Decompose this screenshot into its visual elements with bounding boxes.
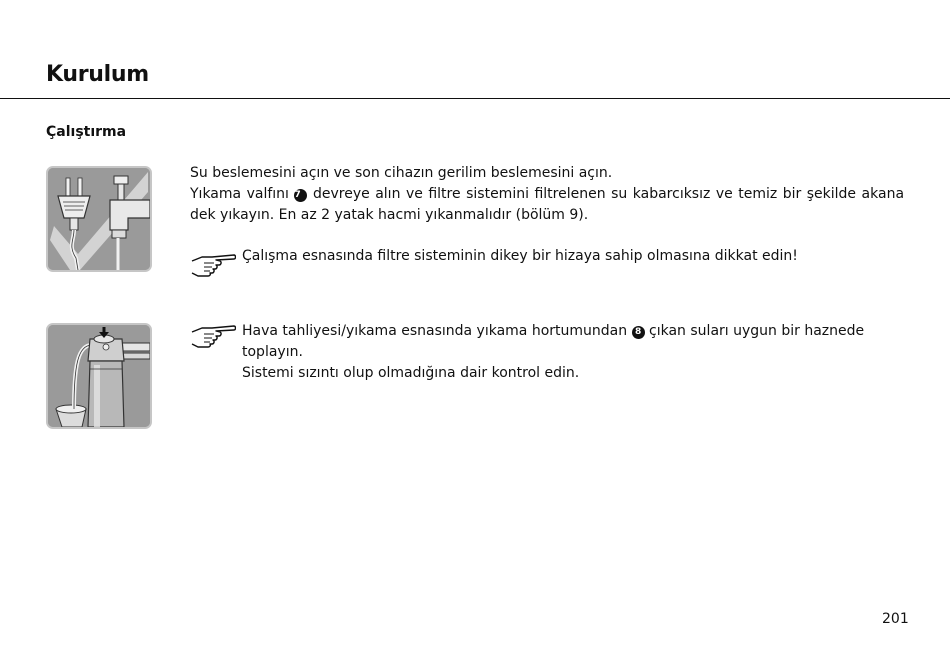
step1-line2 xyxy=(190,184,904,226)
page-number: 201 xyxy=(882,611,909,627)
header-rule xyxy=(0,98,950,99)
step1-line1: Su beslemesini açın ve son cihazın gerilim beslemesini açın. xyxy=(190,165,613,181)
hose-number-badge: 8 xyxy=(632,326,645,339)
step1-text xyxy=(190,163,904,226)
step2-note-after: çıkan suları uygun bir haznede toplayın. xyxy=(242,323,865,360)
step2-note-before: Hava tahliyesi/yıkama esnasında yıkama hortumundan xyxy=(242,323,628,339)
step2-note-line1 xyxy=(242,321,922,363)
plug-and-tap-icon xyxy=(48,168,150,270)
pointing-hand-icon xyxy=(190,251,236,277)
filter-housing-figure xyxy=(46,323,152,429)
step1-line2-before: Yıkama valfını xyxy=(190,186,289,202)
pointing-hand-icon xyxy=(190,322,236,348)
valve-number-badge: 7 xyxy=(294,189,307,202)
step1-note: Çalışma esnasında filtre sisteminin dikey bir hizaya sahip olmasına dikkat edin! xyxy=(242,248,798,264)
plug-and-tap-figure xyxy=(46,166,152,272)
step1-line2-after: devreye alın ve filtre sistemini filtrelenen su kabarcıksız ve temiz bir şekilde akana dek yıkayın. En az 2 yatak hacmi yıkanmalıdır (bölüm 9). xyxy=(190,186,905,223)
filter-housing-icon xyxy=(48,325,150,427)
page-title: Kurulum xyxy=(46,62,149,87)
section-heading: Çalıştırma xyxy=(46,124,127,140)
step2-note-line2: Sistemi sızıntı olup olmadığına dair kontrol edin. xyxy=(242,365,580,381)
step2-note xyxy=(242,321,922,384)
